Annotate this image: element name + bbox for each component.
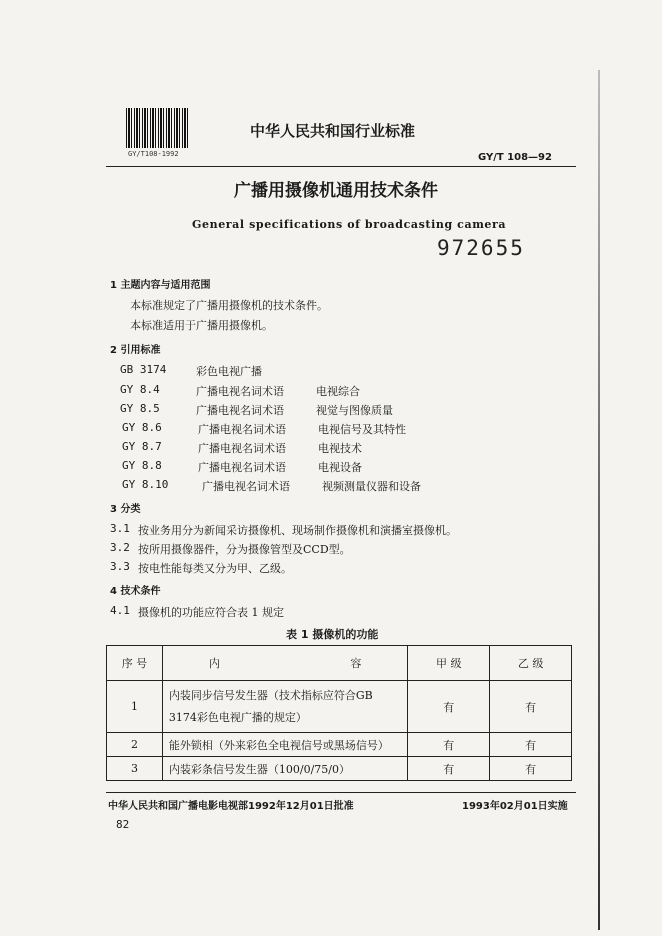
ref-code: GY 8.10 <box>122 478 169 491</box>
ref-subtitle: 视觉与图像质量 <box>316 404 393 417</box>
barcode-image <box>126 108 190 148</box>
header-content-left: 内 <box>208 657 220 670</box>
row-seq: 3 <box>107 757 163 781</box>
ref-title: 广播电视名词术语 <box>196 404 284 417</box>
clause-number: 4.1 <box>110 604 130 617</box>
ref-title: 彩色电视广播 <box>196 365 262 378</box>
section-3-heading: 3 分类 <box>110 504 141 515</box>
row-grade-b: 有 <box>490 757 572 781</box>
scan-binding-edge <box>598 70 600 930</box>
ref-title: 广播电视名词术语 <box>198 442 286 455</box>
accession-number: 972655 <box>437 236 525 260</box>
header-seq: 序 号 <box>107 646 163 681</box>
section-1-paragraph-1: 本标准规定了广播用摄像机的技术条件。 <box>130 299 328 312</box>
page-number: 82 <box>116 818 130 831</box>
ref-code: GB 3174 <box>120 363 167 376</box>
row-content: 内装彩条信号发生器（100/0/75/0） <box>162 757 408 781</box>
barcode-caption: GY/T108-1992 <box>128 150 179 158</box>
implementation-date: 1993年02月01日实施 <box>462 801 568 812</box>
row-grade-a: 有 <box>408 757 490 781</box>
section-2-heading: 2 引用标准 <box>110 345 161 356</box>
header-grade-b: 乙 级 <box>490 646 572 681</box>
header-grade-a: 甲 级 <box>408 646 490 681</box>
ref-subtitle: 电视信号及其特性 <box>318 423 406 436</box>
approval-line: 中华人民共和国广播电影电视部1992年12月01日批准 <box>108 801 354 812</box>
ref-title: 广播电视名词术语 <box>198 461 286 474</box>
ref-subtitle: 视频测量仪器和设备 <box>322 480 421 493</box>
clause-text: 按电性能每类又分为甲、乙级。 <box>138 562 292 575</box>
table-row <box>107 733 572 757</box>
ref-code: GY 8.4 <box>120 383 160 396</box>
header-content <box>162 646 408 681</box>
row-grade-b: 有 <box>490 733 572 757</box>
section-1-heading: 1 主题内容与适用范围 <box>110 280 211 291</box>
row-grade-a: 有 <box>408 733 490 757</box>
footer-rule <box>106 792 576 793</box>
ref-title: 广播电视名词术语 <box>198 423 286 436</box>
ref-code: GY 8.6 <box>122 421 162 434</box>
row-content <box>162 681 408 733</box>
clause-number: 3.1 <box>110 522 130 535</box>
ref-subtitle: 电视技术 <box>318 442 362 455</box>
table-caption: 表 1 摄像机的功能 <box>286 628 379 641</box>
table-row <box>107 681 572 733</box>
clause-text: 按业务用分为新闻采访摄像机、现场制作摄像机和演播室摄像机。 <box>138 524 457 537</box>
ref-code: GY 8.5 <box>120 402 160 415</box>
ref-code: GY 8.7 <box>122 440 162 453</box>
clause-number: 3.3 <box>110 560 130 573</box>
organization-header: 中华人民共和国行业标准 <box>250 122 416 140</box>
standard-code: GY/T 108—92 <box>478 152 552 163</box>
ref-title: 广播电视名词术语 <box>202 480 290 493</box>
ref-subtitle: 电视综合 <box>316 385 360 398</box>
row-content-line-2: 3174彩色电视广播的规定） <box>168 710 307 724</box>
row-content: 能外锁相（外来彩色全电视信号或黑场信号） <box>162 733 408 757</box>
row-seq: 1 <box>107 681 163 733</box>
header-content-right: 容 <box>350 657 362 670</box>
clause-text: 摄像机的功能应符合表 1 规定 <box>138 606 284 619</box>
section-1-paragraph-2: 本标准适用于广播用摄像机。 <box>130 319 273 332</box>
title-chinese: 广播用摄像机通用技术条件 <box>234 181 438 201</box>
header-rule <box>106 166 576 167</box>
title-english: General specifications of broadcasting camera <box>192 218 507 231</box>
clause-text: 按所用摄像器件，分为摄像管型及CCD型。 <box>138 543 351 556</box>
row-seq: 2 <box>107 733 163 757</box>
row-grade-b: 有 <box>490 681 572 733</box>
section-4-heading: 4 技术条件 <box>110 586 161 597</box>
row-content-line-1: 内装同步信号发生器（技术指标应符合GB <box>168 688 373 702</box>
table-row <box>107 757 572 781</box>
row-grade-a: 有 <box>408 681 490 733</box>
ref-subtitle: 电视设备 <box>318 461 362 474</box>
table-header-row <box>107 646 572 681</box>
functions-table <box>106 645 572 781</box>
clause-number: 3.2 <box>110 541 130 554</box>
ref-code: GY 8.8 <box>122 459 162 472</box>
ref-title: 广播电视名词术语 <box>196 385 284 398</box>
